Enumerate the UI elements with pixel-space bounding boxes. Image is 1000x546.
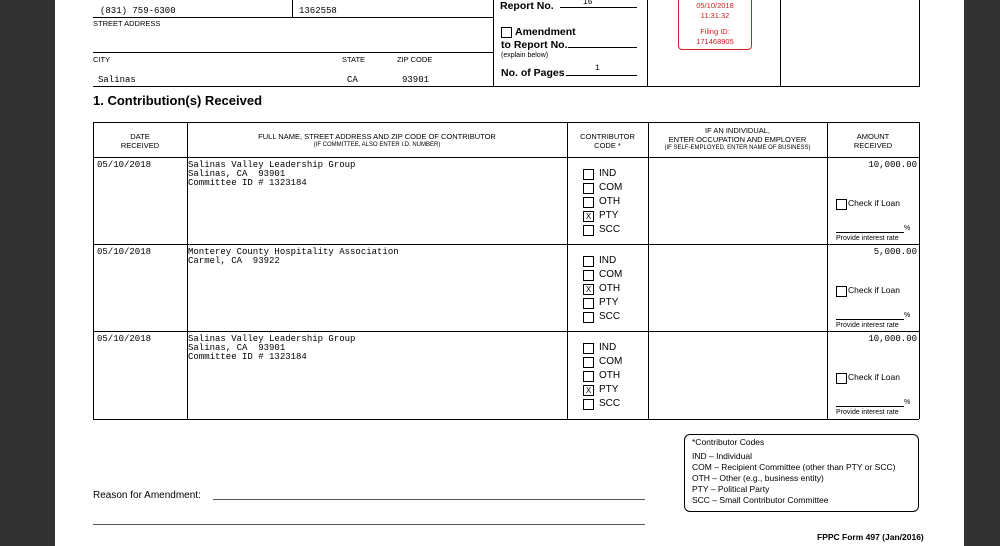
amendment-label: Amendment [515, 26, 576, 38]
code-oth-label: OTH [599, 370, 621, 381]
code-oth-label: OTH [599, 196, 621, 207]
form-page [55, 0, 964, 546]
report-no-label: Report No. [500, 0, 554, 12]
header-occupation [648, 126, 827, 153]
zip-code-label: ZIP CODE [397, 55, 433, 64]
header-name-line1: FULL NAME, STREET ADDRESS AND ZIP CODE OF CONTRIBUTOR [258, 132, 496, 141]
row-date: 05/10/2018 [97, 247, 152, 257]
stamp-date: 05/10/2018 [696, 1, 734, 10]
codes-title: *Contributor Codes [692, 437, 765, 447]
header-code-line2: CODE * [594, 141, 621, 150]
reason-line-2[interactable] [93, 524, 645, 525]
interest-rate-label: Provide interest rate [836, 235, 899, 242]
code-oth-checkbox[interactable]: X [583, 284, 594, 295]
code-pty-checkbox[interactable]: X [583, 211, 594, 222]
row-amount: 5,000.00 [873, 247, 917, 257]
code-com-checkbox[interactable] [583, 183, 594, 194]
header-date [93, 132, 187, 150]
code-scc-label: SCC [599, 398, 621, 409]
code-oth-label: OTH [599, 283, 621, 294]
to-report-label: to Report No. [501, 39, 568, 51]
row-date: 05/10/2018 [97, 334, 152, 344]
code-scc-desc: SCC – Small Contributor Committee [692, 495, 829, 505]
code-pty-label: PTY [599, 297, 619, 308]
header-occ-sub: (IF SELF-EMPLOYED, ENTER NAME OF BUSINESS) [664, 145, 811, 151]
loan-checkbox[interactable] [836, 373, 847, 384]
row-amount: 10,000.00 [868, 160, 917, 170]
header-amount-line1: AMOUNT [856, 132, 890, 141]
code-oth-checkbox[interactable] [583, 371, 594, 382]
loan-label: Check if Loan [848, 285, 900, 295]
stamp-filing-label: Filing ID: [700, 27, 730, 36]
code-scc-checkbox[interactable] [583, 399, 594, 410]
header-occ-line1: IF AN INDIVIDUAL, [704, 126, 770, 135]
amendment-checkbox[interactable] [501, 27, 512, 38]
loan-label: Check if Loan [848, 372, 900, 382]
code-com-label: COM [599, 269, 623, 280]
row-contributor-address: Salinas, CA 93901 [188, 343, 286, 353]
code-ind-label: IND [599, 255, 617, 266]
report-no-value: 16 [583, 0, 593, 7]
code-ind-checkbox[interactable] [583, 169, 594, 180]
explain-label: (explain below) [501, 52, 549, 59]
zip-value: 93901 [402, 75, 430, 85]
row-contributor-name: Monterey County Hospitality Association [188, 247, 399, 257]
loan-checkbox[interactable] [836, 286, 847, 297]
state-value: CA [347, 75, 358, 85]
header-name [187, 132, 567, 150]
code-ind-label: IND [599, 342, 617, 353]
header-amount [827, 132, 919, 150]
phone-number: (831) 759-6300 [100, 6, 176, 16]
code-com-checkbox[interactable] [583, 357, 594, 368]
header-amount-line2: RECEIVED [853, 141, 893, 150]
row-committee-id: Committee ID # 1323184 [188, 178, 307, 188]
code-pty-label: PTY [599, 210, 619, 221]
reason-line-1[interactable] [213, 499, 645, 500]
interest-rate-field[interactable] [836, 406, 904, 407]
code-pty-label: PTY [599, 384, 619, 395]
header-date-line1: DATE [130, 132, 150, 141]
percent-sign: % [904, 312, 911, 319]
code-oth-desc: OTH – Other (e.g., business entity) [692, 473, 824, 483]
code-ind-desc: IND – Individual [692, 451, 753, 461]
code-com-label: COM [599, 356, 623, 367]
percent-sign: % [904, 225, 911, 232]
pages-value: 1 [595, 64, 600, 73]
city-value: Salinas [98, 75, 136, 85]
row-contributor-address: Salinas, CA 93901 [188, 169, 286, 179]
code-ind-checkbox[interactable] [583, 343, 594, 354]
row-amount: 10,000.00 [868, 334, 917, 344]
code-pty-desc: PTY – Political Party [692, 484, 770, 494]
code-com-checkbox[interactable] [583, 270, 594, 281]
header-code-line1: CONTRIBUTOR [580, 132, 635, 141]
percent-sign: % [904, 399, 911, 406]
code-scc-label: SCC [599, 311, 621, 322]
row-contributor-name: Salinas Valley Leadership Group [188, 160, 356, 170]
code-com-desc: COM – Recipient Committee (other than PTY or SCC) [692, 462, 896, 472]
row-contributor-address: Carmel, CA 93922 [188, 256, 280, 266]
row-committee-id: Committee ID # 1323184 [188, 352, 307, 362]
interest-rate-field[interactable] [836, 232, 904, 233]
loan-label: Check if Loan [848, 198, 900, 208]
contributor-codes-box [684, 434, 919, 512]
code-ind-checkbox[interactable] [583, 256, 594, 267]
interest-rate-label: Provide interest rate [836, 409, 899, 416]
code-scc-checkbox[interactable] [583, 312, 594, 323]
reason-label: Reason for Amendment: [93, 490, 201, 501]
row-contributor-name: Salinas Valley Leadership Group [188, 334, 356, 344]
header-occ-line2: ENTER OCCUPATION AND EMPLOYER [668, 135, 807, 144]
filing-stamp [678, 0, 752, 50]
code-ind-label: IND [599, 168, 617, 179]
loan-checkbox[interactable] [836, 199, 847, 210]
street-address-label: STREET ADDRESS [93, 19, 161, 28]
city-label: CITY [93, 55, 111, 64]
header-code [567, 132, 648, 150]
code-scc-label: SCC [599, 224, 621, 235]
stamp-time: 11:31:32 [700, 10, 730, 20]
state-label: STATE [342, 55, 366, 64]
header-name-sub: (IF COMMITTEE, ALSO ENTER I.D. NUMBER) [313, 142, 441, 148]
form-id: FPPC Form 497 (Jan/2016) [817, 532, 924, 542]
codes-list [692, 451, 895, 506]
row-date: 05/10/2018 [97, 160, 152, 170]
stamp-filing-id: 171468905 [696, 36, 734, 46]
section-title: 1. Contribution(s) Received [93, 93, 263, 108]
pages-label: No. of Pages [501, 67, 565, 79]
id-number: 1362558 [299, 6, 337, 16]
code-scc-checkbox[interactable] [583, 225, 594, 236]
header-date-line2: RECEIVED [120, 141, 160, 150]
interest-rate-field[interactable] [836, 319, 904, 320]
code-com-label: COM [599, 182, 623, 193]
code-oth-checkbox[interactable] [583, 197, 594, 208]
code-pty-checkbox[interactable] [583, 298, 594, 309]
code-pty-checkbox[interactable]: X [583, 385, 594, 396]
interest-rate-label: Provide interest rate [836, 322, 899, 329]
